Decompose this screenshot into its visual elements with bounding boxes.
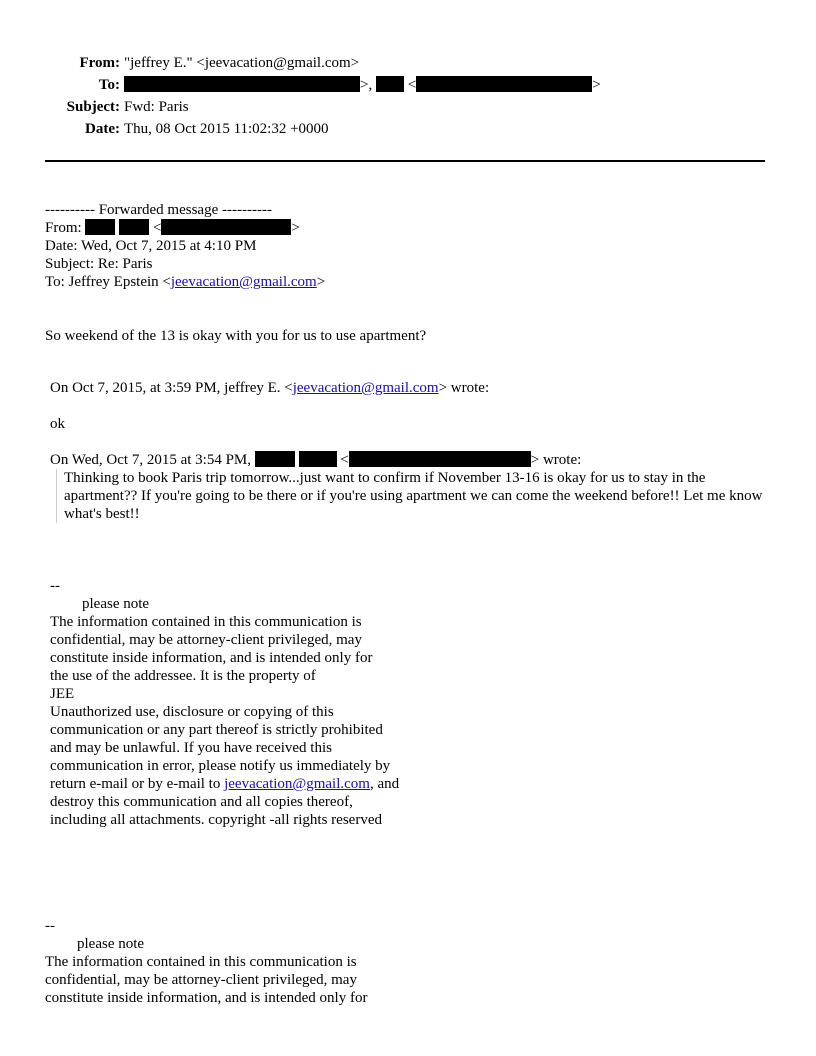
redaction-bar bbox=[161, 219, 291, 235]
redaction-bar bbox=[85, 219, 115, 235]
signature-text-b: destroy this communication and all copies thereof, including all attachments. copyright -all rights reserved bbox=[50, 794, 382, 828]
subject-label: Subject: bbox=[66, 99, 120, 115]
original-intro-suffix: > wrote: bbox=[530, 452, 582, 468]
forwarded-subject: Subject: Re: Paris bbox=[45, 256, 153, 272]
date-label: Date: bbox=[85, 121, 120, 137]
redaction-bar bbox=[119, 219, 149, 235]
original-intro-prefix: On Wed, Oct 7, 2015 at 3:54 PM, bbox=[50, 452, 252, 468]
signature-text: The information contained in this communication is confidential, may be attorney-client privileged, may constitute inside information, and is intended only for bbox=[45, 954, 368, 1006]
forwarded-from-label: From: bbox=[45, 220, 82, 236]
signature-dashes: -- bbox=[50, 578, 60, 594]
reply-intro-suffix: > wrote: bbox=[438, 380, 490, 396]
to-label: To: bbox=[98, 77, 120, 93]
forwarded-to-email-link[interactable]: jeevacation@gmail.com bbox=[170, 274, 317, 290]
header-divider bbox=[45, 160, 765, 162]
signature-email-prefix: return e-mail or by e-mail to bbox=[50, 776, 225, 792]
forwarded-from-close: > bbox=[291, 220, 300, 236]
to-bracket-close: > bbox=[592, 77, 601, 93]
signature-note: please note bbox=[82, 596, 150, 612]
signature-text-a: The information contained in this communication is confidential, may be attorney-client privileged, may constitute inside information, and is intended only for the use of the addressee. It is the property of JEE Unauthorized use, disclosure or copying of this communication or any part thereof is strictly prohibited and may be unlawful. If you have received this communication in error, please notify us immediately by bbox=[50, 614, 391, 774]
signature-email-link[interactable]: jeevacation@gmail.com bbox=[224, 776, 370, 792]
forwarded-from-open: < bbox=[152, 220, 162, 236]
date-value: Thu, 08 Oct 2015 11:02:32 +0000 bbox=[124, 121, 329, 137]
redaction-bar bbox=[124, 76, 360, 92]
reply-intro-prefix: On Oct 7, 2015, at 3:59 PM, jeffrey E. < bbox=[50, 380, 293, 396]
redaction-bar bbox=[349, 451, 531, 467]
original-intro bbox=[50, 451, 581, 469]
subject-value: Fwd: Paris bbox=[124, 99, 189, 115]
signature-note: please note bbox=[77, 936, 145, 952]
message-question: So weekend of the 13 is okay with you for us to use apartment? bbox=[45, 328, 427, 344]
forwarded-date: Date: Wed, Oct 7, 2015 at 4:10 PM bbox=[45, 238, 257, 254]
forwarded-banner: ---------- Forwarded message ---------- bbox=[45, 202, 272, 218]
reply-intro bbox=[50, 379, 489, 397]
reply-intro-email-link[interactable]: jeevacation@gmail.com bbox=[292, 380, 439, 396]
redaction-bar bbox=[416, 76, 592, 92]
signature-email-suffix: , and bbox=[369, 776, 400, 792]
from-label: From: bbox=[79, 55, 120, 71]
signature-dashes: -- bbox=[45, 918, 55, 934]
original-intro-open: < bbox=[340, 452, 349, 468]
from-value: "jeffrey E." <jeevacation@gmail.com> bbox=[124, 55, 360, 71]
redaction-bar bbox=[376, 76, 404, 92]
forwarded-to-suffix: > bbox=[316, 274, 326, 290]
reply-text: ok bbox=[50, 416, 65, 432]
to-bracket-open: < bbox=[407, 77, 417, 93]
forwarded-to-prefix: To: Jeffrey Epstein < bbox=[45, 274, 171, 290]
redaction-bar bbox=[299, 451, 337, 467]
to-separator: >, bbox=[360, 77, 373, 93]
redaction-bar bbox=[255, 451, 295, 467]
original-message-text: Thinking to book Paris trip tomorrow...just want to confirm if November 13-16 is okay for us to stay in the apartment?? If you're going to be there or if you're using apartment we can come the weekend before!! Let me know what's best!! bbox=[64, 470, 763, 522]
quoted-original-message bbox=[56, 469, 764, 523]
